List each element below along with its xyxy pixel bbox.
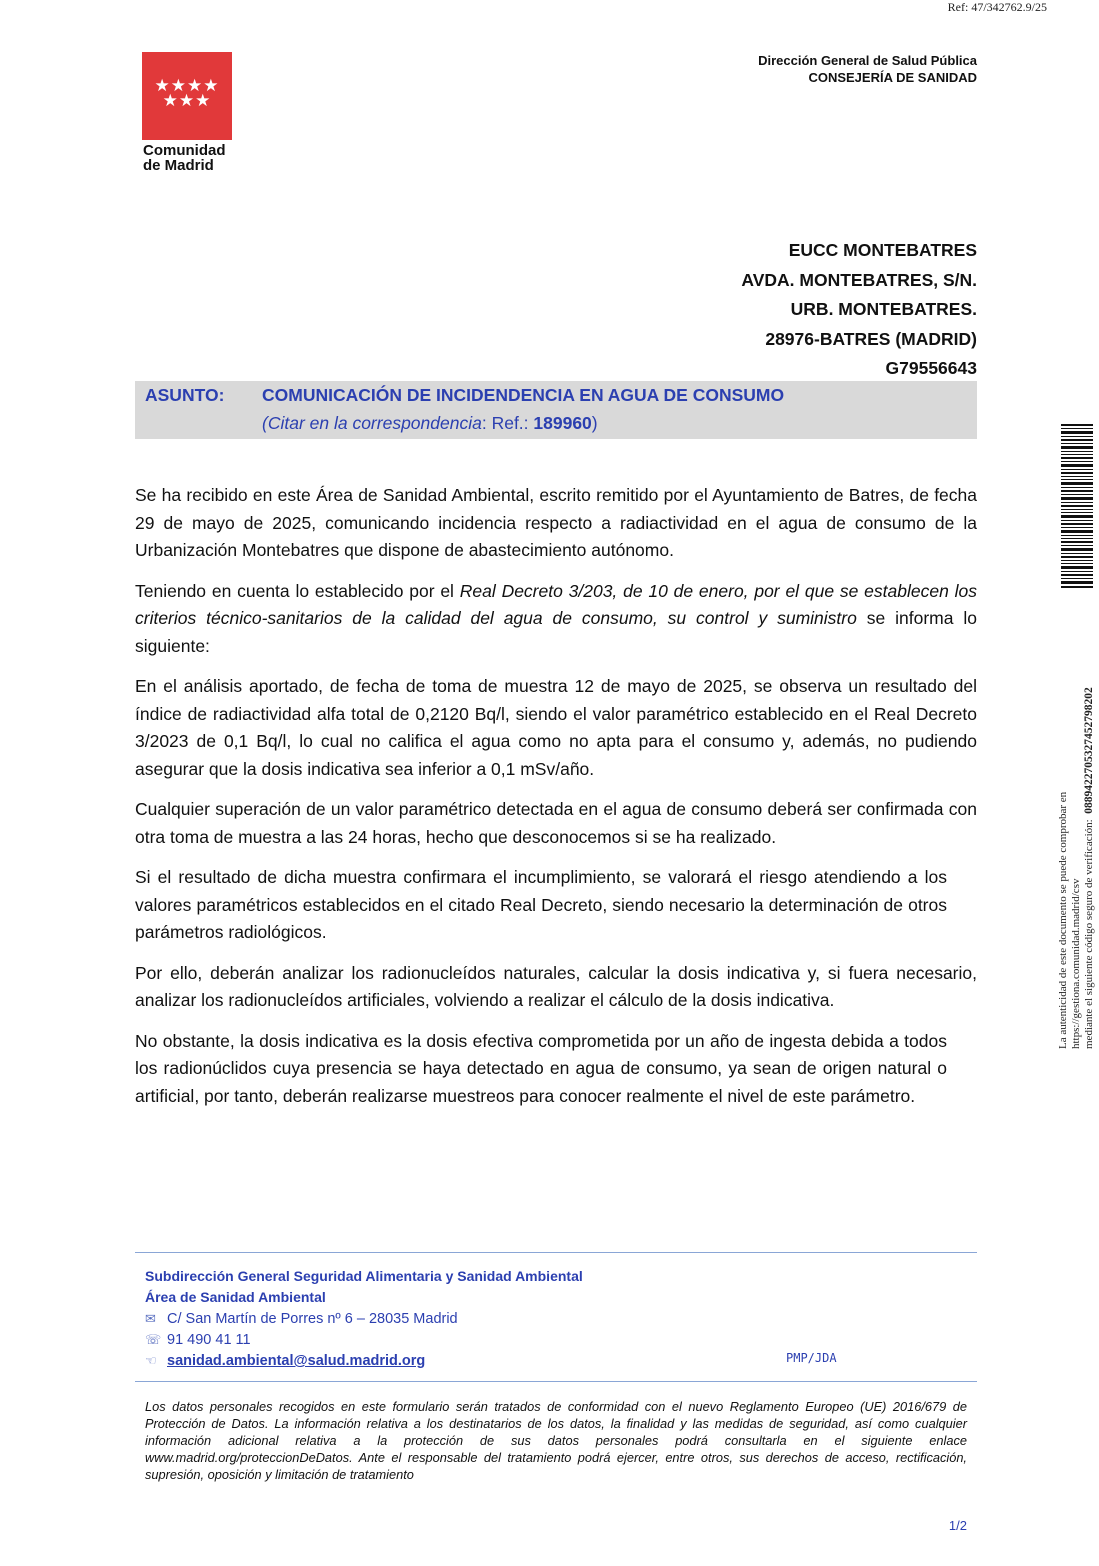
body-paragraph: Cualquier superación de un valor paramétrico detectada en el agua de consumo deberá ser confirmada con otra toma de muestra a las 24 horas, hecho que desconocemos si se ha realizado.	[135, 799, 977, 847]
body-paragraph: En el análisis aportado, de fecha de toma de muestra 12 de mayo de 2025, se observa un resultado del índice de radiactividad alfa total de 0,2120 Bq/l, siendo el valor paramétrico establecido en el Real Decreto 3/2023 de 0,1 Bq/l, lo cual no califica el agua como no apta para el consumo y, además, no pudiendo asegurar que la dosis indicativa sea inferior a 0,1 mSv/año.	[135, 676, 977, 779]
logo-text: Comunidad de Madrid	[143, 142, 226, 174]
footer-email[interactable]	[145, 1350, 425, 1372]
body-paragraph: No obstante, la dosis indicativa es la dosis efectiva comprometida por un año de ingesta debida a todos los radionúclidos cuya presencia se haya detectado en agua de consumo, ya sean de origen natural o artificial, por tanto, deberán realizarse muestreos para conocer realmente el nivel de este parámetro.	[135, 1030, 947, 1106]
body-paragraph: Si el resultado de dicha muestra confirmara el incumplimiento, se valorará el riesgo atendiendo a los valores paramétricos establecidos en el citado Real Decreto, siendo necesario la determinación de otros parámetros radiológicos.	[135, 867, 947, 942]
recipient-line: URB. MONTEBATRES.	[790, 299, 977, 319]
footer-organization: Subdirección General Seguridad Alimentaria y Sanidad Ambiental Área de Sanidad Ambiental	[145, 1268, 583, 1305]
body-paragraph: Se ha recibido en este Área de Sanidad Ambiental, escrito remitido por el Ayuntamiento de Batres, de fecha 29 de mayo de 2025, comunicando incidencia respecto a radiactividad en el agua de consumo de la Urbanización Montebatres que dispone de abastecimiento autónomo.	[135, 485, 977, 560]
recipient-line: G79556643	[885, 358, 977, 378]
top-reference: Ref: 47/342762.9/25	[947, 0, 1047, 14]
recipient-line: AVDA. MONTEBATRES, S/N.	[741, 269, 977, 290]
comunidad-madrid-logo	[142, 52, 232, 140]
page-number: 1/2	[948, 1518, 967, 1533]
pointer-icon: ☜	[145, 1353, 157, 1368]
department-line-1: Dirección General de Salud Pública	[758, 53, 977, 68]
department-header	[758, 52, 977, 86]
department-line-2: CONSEJERÍA DE SANIDAD	[808, 70, 977, 85]
author-initials: PMP/JDA	[786, 1351, 837, 1365]
verification-sidebar	[1057, 424, 1099, 1054]
privacy-notice: Los datos personales recogidos en este formulario serán tratados de conformidad con el nuevo Reglamento Europeo (UE) 2016/679 de Protección de Datos. La información relativa a los destinatarios de los datos, la finalidad y las medidas de seguridad, así como cualquier información adicional relativa a la protección de sus datos personales podrá consultarla en el siguiente enlace www.madrid.org/proteccionDeDatos. Ante el responsable del tratamiento podrá ejercer, entre otros, sus derechos de acceso, rectificación, supresión, oposición y limitación de tratamiento	[145, 1399, 967, 1482]
reference-number: 189960	[533, 413, 592, 433]
footer-address: ✉ C/ San Martín de Porres nº 6 – 28035 Madrid	[145, 1308, 458, 1330]
footer-phone: ☏ 91 490 41 11	[145, 1329, 251, 1351]
subject-reference: (Citar en la correspondencia: Ref.: 189960)	[262, 413, 598, 433]
body-paragraph: Por ello, deberán analizar los radionucleídos naturales, calcular la dosis indicativa y, si fuera necesario, analizar los radionucleídos artificiales, volviendo a realizar el cálculo de la dosis indicativa.	[135, 962, 977, 1010]
envelope-icon: ✉	[145, 1311, 156, 1326]
recipient-line: 28976-BATRES (MADRID)	[765, 328, 977, 349]
recipient-address	[741, 236, 977, 384]
logo-stars-icon: ★★★★ ★★★	[154, 76, 220, 110]
recipient-line: EUCC MONTEBATRES	[788, 240, 977, 260]
phone-icon: ☏	[145, 1332, 162, 1347]
verification-text: La autenticidad de este documento se puede comprobar en https://gestiona.comunidad.madrid/csv mediante el siguiente código seguro de verificación: 0889422705327452798202	[1057, 687, 1095, 1049]
letter-body	[135, 482, 977, 1123]
verification-code: 0889422705327452798202	[1083, 687, 1095, 814]
email-link[interactable]: sanidad.ambiental@salud.madrid.org	[167, 1353, 426, 1369]
footer-divider	[135, 1252, 977, 1253]
barcode-icon	[1061, 424, 1093, 589]
footer-divider	[135, 1381, 977, 1382]
subject-box	[135, 381, 977, 439]
subject-label: ASUNTO:	[145, 385, 225, 405]
subject-title: COMUNICACIÓN DE INCIDENDENCIA EN AGUA DE CONSUMO	[262, 385, 785, 405]
body-paragraph: Teniendo en cuenta lo establecido por el Real Decreto 3/203, de 10 de enero, por el que se establecen los criterios técnico-sanitarios de la calidad del agua de consumo, su control y suministro se informa lo siguiente:	[135, 580, 978, 656]
